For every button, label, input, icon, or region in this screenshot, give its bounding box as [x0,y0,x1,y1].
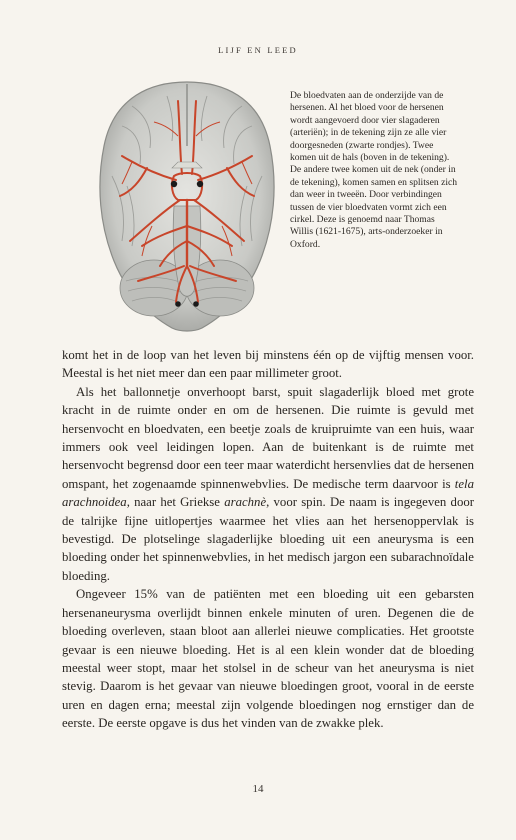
brain-arteries-drawing [92,76,282,338]
italic-term: tela arachnoidea [62,476,474,510]
italic-term: arachnè [224,495,267,510]
brain-illustration [92,76,282,338]
page-number: 14 [252,783,264,795]
paragraph-text: , naar het Griekse [126,495,225,510]
paragraph-text: Als het ballonnetje onverhoopt barst, spuit slagaderlijk bloed met grote kracht in de ruimte onder en om de hersenen. Die ruimte is gevuld met hersenvocht en bloedvaten, een beetje zoals de kruipruimte van een huis, waar immers ook veel leidingen lopen. Aan de buitenkant is de ruimte met hersenvocht begrensd door een teer maar waterdicht hersenvlies dat de hersenen omspant, het zogenaamde spinnenwebvlies. De medische term daarvoor is [62,384,474,491]
paragraph [62,346,474,383]
paragraph-text: Ongeveer 15% van de patiënten met een bloeding uit een gebarsten hersenaneurysma overlijdt binnen enkele minuten of uren. Degenen die de bloeding overleven, staan bloot aan allerlei nieuwe complicaties. Het grootste gevaar is een nieuwe bloeding. Het is al een klein wonder dat de bloeding meestal weer stopt, maar het stolsel in de scheur van het aneurysma is niet stevig. Daarom is het gevaar van nieuwe bloedingen groot, vooral in de eerste uren en dagen erna; meestal zijn volgende bloedingen nog ernstiger dan de eerste. De eerste opgave is dus het vinden van de zwakke plek. [62,587,474,731]
paragraph [62,383,474,585]
paragraph-text: komt het in de loop van het leven bij minstens één op de vijftig mensen voor. Meestal is het niet meer dan een paar millimeter groot. [62,348,474,381]
paragraph-text: , voor spin. De naam is ingegeven door de talrijke fijne uitlopertjes waarmee het vlies aan het hersenoppervlak is bevestigd. De plotselinge slagaderlijke bloeding uit een aneurysma is een bloeding onder het spinnenwebvlies, in het medisch jargon een subarachnoïdale bloeding. [62,495,474,583]
body-text [62,346,474,733]
figure-caption: De bloedvaten aan de onderzijde van de hersenen. Al het bloed voor de hersenen wordt aangevoerd door vier slagaderen (arteriën); in de tekening zijn ze alle vier doorgesneden (zwarte rondjes). Twee komen uit de hals (boven in de tekening). De andere twee komen uit de nek (onder in de tekening), komen samen en splitsen zich dan weer in tweeën. Door verbindingen tussen de vier bloedvaten vormt zich een cirkel. Deze is genoemd naar Thomas Willis (1621-1675), arts-onderzoeker in Oxford. [290,90,458,250]
paragraph [62,585,474,732]
running-head: LIJF EN LEED [218,45,298,55]
